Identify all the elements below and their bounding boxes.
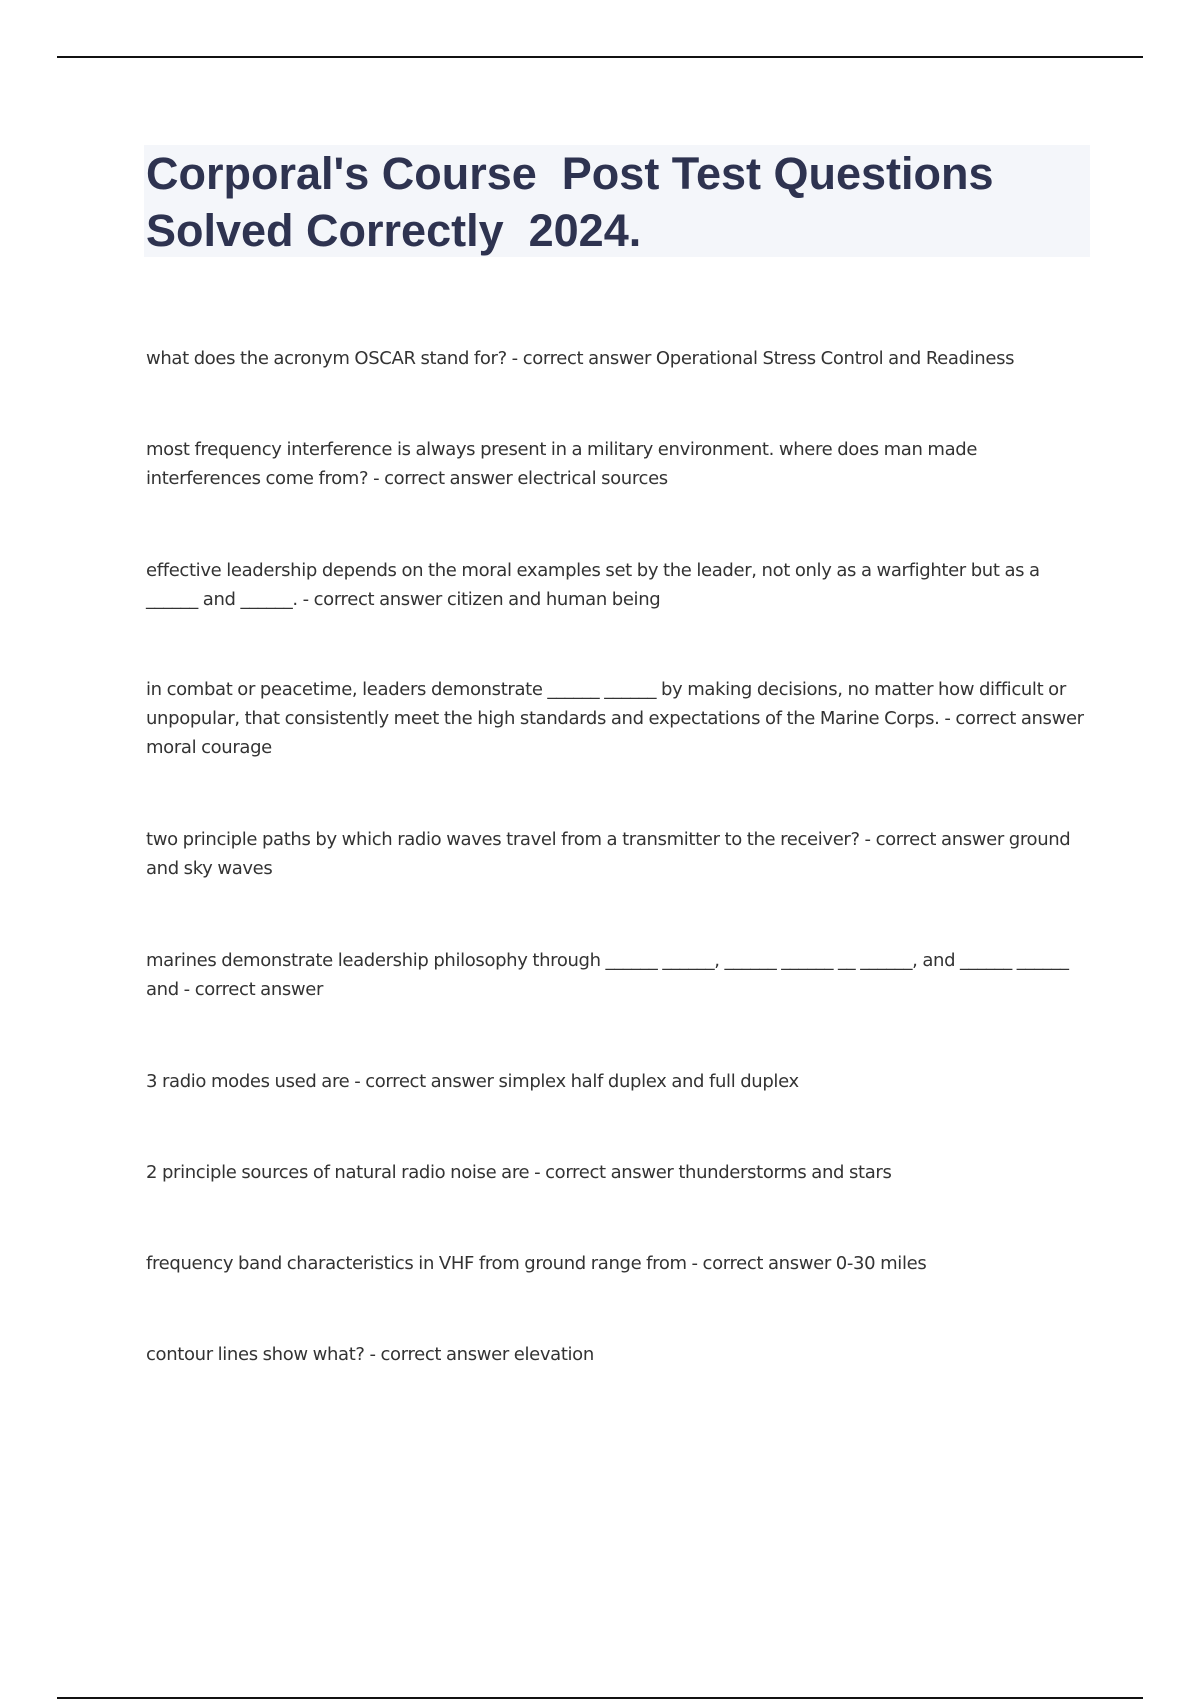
qa-item-3: effective leadership depends on the moral examples set by the leader, not only as a warfighter but as a ______ and ______. - correct answer citizen and human being (146, 560, 1040, 610)
qa-item-6: marines demonstrate leadership philosophy through ______ ______, ______ ______ __ ______, and ______ ______ and - correct answer (146, 950, 1069, 1000)
qa-item-5: two principle paths by which radio waves travel from a transmitter to the receiver? - correct answer ground and sky waves (146, 829, 1071, 879)
qa-item-1: what does the acronym OSCAR stand for? - correct answer Operational Stress Control and Readiness (146, 348, 1015, 369)
bottom-rule (57, 1697, 1143, 1699)
page-title: Corporal's Course Post Test Questions Solved Correctly 2024. (146, 148, 1007, 256)
top-rule (57, 56, 1143, 58)
qa-item-9: frequency band characteristics in VHF from ground range from - correct answer 0-30 miles (146, 1253, 927, 1274)
qa-item-8: 2 principle sources of natural radio noise are - correct answer thunderstorms and stars (146, 1162, 892, 1183)
qa-item-10: contour lines show what? - correct answer elevation (146, 1344, 594, 1365)
qa-item-2: most frequency interference is always present in a military environment. where does man made interferences come from? - correct answer electrical sources (146, 439, 978, 489)
title-banner (144, 145, 1090, 257)
qa-item-7: 3 radio modes used are - correct answer simplex half duplex and full duplex (146, 1071, 799, 1092)
qa-item-4: in combat or peacetime, leaders demonstrate ______ ______ by making decisions, no matter how difficult or unpopular, that consistently meet the high standards and expectations of the Marine Corps. - correct answer moral courage (146, 679, 1084, 758)
